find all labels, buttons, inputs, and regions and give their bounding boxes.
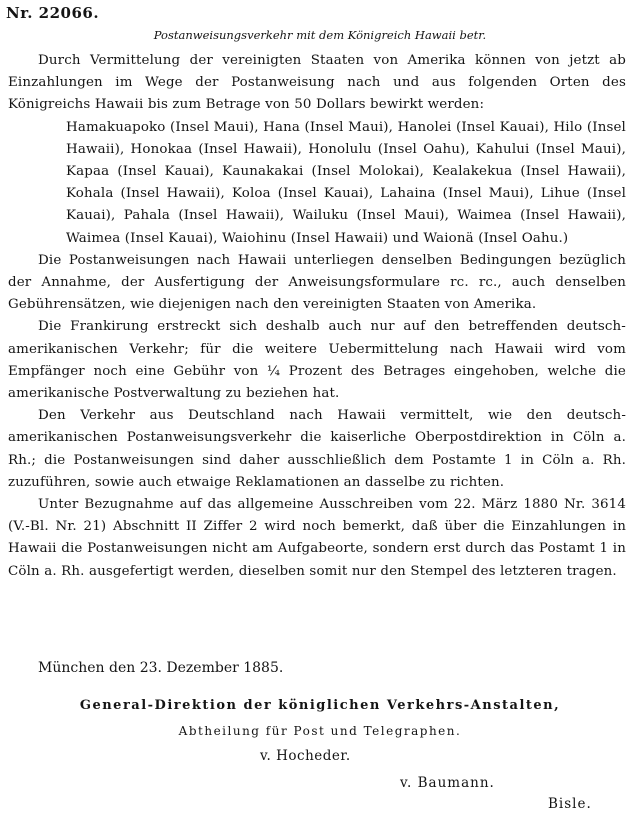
issuing-department: Abtheilung für Post und Telegraphen. xyxy=(178,724,462,738)
paragraph-reference: Unter Bezugnahme auf das allgemeine Ausschreiben vom 22. März 1880 Nr. 3614 (V.-Bl. Nr. 21) Abschnitt II Ziffer 2 wird noch bemerkt, daß über die Einzahlungen in Hawaii die Postanweisungen nicht am Aufgabeorte, sondern erst durch das Postamt 1 in Cöln a. Rh. ausgefertigt werden, dieselben somit nur den Stempel des letzteren tragen. xyxy=(8,497,626,579)
paragraph-places: Hamakuapoko (Insel Maui), Hana (Insel Maui), Hanolei (Insel Kauai), Hilo (Insel Hawaii), Honokaa (Insel Hawaii), Honolulu (Insel Oahu), Kahului (Insel Maui), Kapaa (Insel Kauai), Kaunakakai (Insel Molokai), Kealakekua (Insel Hawaii), Kohala (Insel Hawaii), Koloa (Insel Kauai), Lahaina (Insel Maui), Lihue (Insel Kauai), Pahala (Insel Hawaii), Wailuku (Insel Maui), Waimea (Insel Hawaii), Waimea (Insel Kauai), Waiohinu (Insel Hawaii) und Waionä (Insel Oahu.) xyxy=(66,119,626,246)
document-number: Nr. 22066. xyxy=(6,4,100,22)
paragraph-routing: Den Verkehr aus Deutschland nach Hawaii vermittelt, wie den deutsch-amerikanischen Postanweisungsverkehr die kaiserliche Oberpostdirektion in Cöln a. Rh.; die Postanweisungen sind daher ausschließlich dem Postamte 1 in Cöln a. Rh. zuzuführen, sowie auch etwaige Reklamationen an dasselbe zu richten. xyxy=(8,408,626,490)
issuing-authority: General-Direktion der königlichen Verkehrs-Anstalten, xyxy=(79,698,561,713)
paragraph-intro: Durch Vermittelung der vereinigten Staaten von Amerika können von jetzt ab Einzahlungen im Wege der Postanweisung nach und aus folgenden Orten des Königreichs Hawaii bis zum Betrage von 50 Dollars bewirkt werden: xyxy=(8,53,626,113)
signature-hocheder: v. Hocheder. xyxy=(260,748,351,764)
signature-baumann: v. Baumann. xyxy=(400,775,495,791)
document-body xyxy=(8,50,626,583)
paragraph-franking: Die Frankirung erstreckt sich deshalb auch nur auf den betreffenden deutsch-amerikanischen Verkehr; für die weitere Uebermittelung nach Hawaii wird vom Empfänger noch eine Gebühr von ¼ Prozent des Betrages eingehoben, welche die amerikanische Postverwaltung zu beziehen hat. xyxy=(8,319,626,402)
document-date: München den 23. Dezember 1885. xyxy=(38,660,284,676)
document-subject: Postanweisungsverkehr mit dem Königreich Hawaii betr. xyxy=(153,28,487,42)
signature-bisle: Bisle. xyxy=(548,796,592,812)
paragraph-conditions: Die Postanweisungen nach Hawaii unterliegen denselben Bedingungen bezüglich der Annahme, der Ausfertigung der Anweisungsformulare rc. rc., auch denselben Gebührensätzen, wie diejenigen nach den vereinigten Staaten von Amerika. xyxy=(8,252,626,313)
